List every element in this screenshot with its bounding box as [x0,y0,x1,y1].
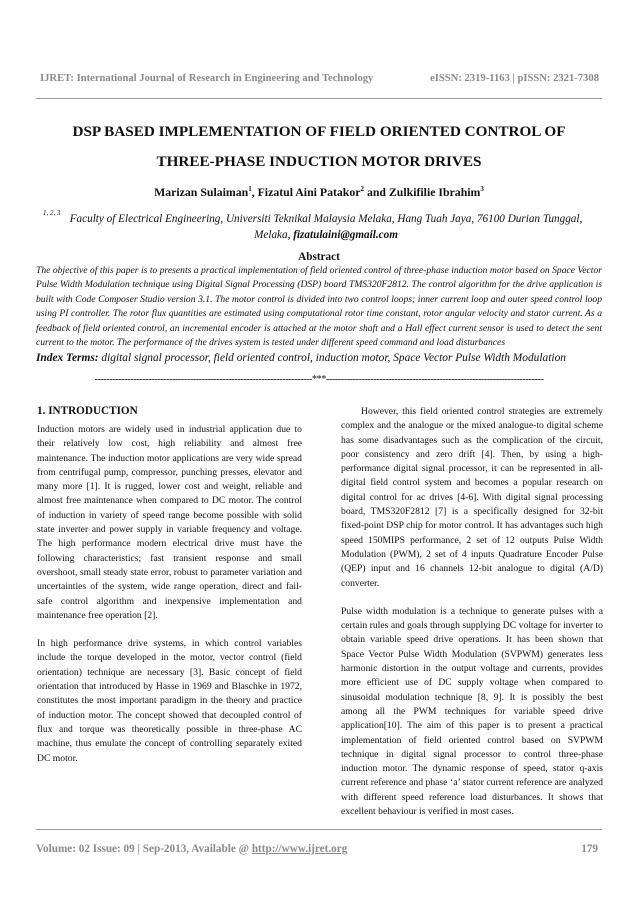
abstract-text: The objective of this paper is to presents a practical implementation of field oriented control of three-phase induction motor based on Space Vector Pulse Width Modulation technique using Digital Signal Processing (DSP) board TMS320F2812. The control algorithm for the drive application is built with Code Composer Studio version 3.1. The motor control is divided into two control loops; inner current loop and outer speed control loop using PI controller. The rotor flux quantities are estimated using computational rotor time constant, rotor angular velocity and stator current. As a feedback of field oriented control, an incremental encoder is attached at the motor shaft and a Hall effect current sensor is used to detect the sent current to the motor. The performance of the drives system is tested under different speed command and load disturbances [36,265,602,349]
title-line-2: THREE-PHASE INDUCTION MOTOR DRIVES [156,153,482,170]
footer-divider [36,829,602,830]
author-list [36,185,602,200]
affiliation-superscripts: 1, 2, 3 [43,209,61,217]
author-sup: 3 [480,185,484,194]
author-separator: , [251,185,258,199]
paragraph: In high performance drive systems, in which control variables include the torque developed in the motor, vector control (field orientation) technique are necessary [3]. Basic concept of field orientation that introduced by Hasse in 1969 and Blaschke in 1972, constitutes the most important paradigm in the theory and practice of induction motor. The concept showed that decoupled control of flux and torque was theoretically possible in three-phase AC machine, thus emulate the concept of controlling separately exited DC motor. [37,638,302,764]
affiliation [60,212,592,243]
paragraph: Pulse width modulation is a technique to generate pulses with a certain rules and goals through supplying DC voltage for inverter to obtain variable speed drive operations. It has been shown that Space Vector Pulse Width Modulation (SVPWM) generates less harmonic distortion in the output voltage and currents, provides more efficient use of DC supply voltage when compared to sinusoidal modulation technique [8, 9]. It is possibly the best among all the PWM techniques for variable speed drive application[10]. The aim of this paper is to present a practical implementation of field oriented control based on SVPWM technique in digital signal processor to control three-phase induction motor. The dynamic response of speed, stator q-axis current reference and phase ‘a’ stator current reference are analyzed with different speed reference load disturbances. It shows that excellent behaviour is verified in most cases. [341,605,603,818]
paper-title [36,117,602,177]
journal-link[interactable]: http://www.ijret.org [251,843,348,855]
author-sup: 2 [360,185,364,194]
index-terms-label: Index Terms: [36,352,99,364]
author-name: Zulkifilie Ibrahim [388,185,481,199]
issn-label: eISSN: 2319-1163 | pISSN: 2321-7308 [430,73,599,84]
footer-volume-text: Volume: 02 Issue: 09 | Sep-2013, Available @ [36,843,252,855]
right-column [341,405,603,833]
author-separator: and [364,185,389,199]
journal-name: IJRET: International Journal of Research in Engineering and Technology [40,73,374,84]
page-number: 179 [581,843,598,855]
title-line-1: DSP BASED IMPLEMENTATION OF FIELD ORIENTED CONTROL OF [72,123,566,140]
index-terms-text: digital signal processor, field oriented control, induction motor, Space Vector Pulse Width Modulation [98,352,566,364]
abstract-heading: Abstract [298,251,340,263]
section-heading: 1. INTRODUCTION [37,405,138,417]
index-terms [36,352,602,364]
footer-volume [36,843,347,855]
paragraph: However, this field oriented control strategies are extremely complex and the analogue or the mixed analogue-to digital scheme has some disadvantages such as the complication of the circuit, poor consistency and zero drift [4]. Then, by using a high-performance digital signal processor, it can be represented in all-digital field control system and becomes a popular research on digital control for ac drives [4-6]. With digital signal processing board, TMS320F2812 [7] is a specifically designed for 32-bit fixed-point DSP chip for motor control. It has advantages such high speed 150MIPS performance, 2 set of 12 outputs Pulse Width Modulation (PWM), 2 set of 4 inputs Quadrature Encoder Pulse (QEP) input and 16 channels 12-bit analogue to digital (A/D) converter. [341,406,603,589]
author-email: fizatulaini@gmail.com [293,228,398,241]
paragraph: Induction motors are widely used in industrial application due to their relatively low cost, high reliability and almost free maintenance. The induction motor applications are very wide spread from centrifugal pump, compressor, punching presses, elevator and many more [1]. It is rugged, lower cost and weight, reliable and almost free maintenance when compared to DC motor. The control of induction in variety of speed range become possible with solid state inverter and power supply in variable frequency and voltage. The high performance modern electrical drive must have the following characteristics; fast transient response and small overshoot, small steady state error, robust to parameter variation and uncertainties of the system, wide range operation, direct and fail-safe control algorithm and inexpensive implementation and maintenance free operation [2]. [37,424,302,621]
author-sup: 1 [248,185,252,194]
left-column [37,404,302,780]
header-divider [36,98,602,99]
author-name: Fizatul Aini Patakor [257,185,361,199]
affiliation-text: Faculty of Electrical Engineering, Universiti Teknikal Malaysia Melaka, Hang Tuah Jaya, 76100 Durian Tunggal, Melaka, [69,213,583,241]
author-name: Marizan Sulaiman [154,185,249,199]
section-separator: -------------------------------------------------------------------------***------------------------------------------------------------------------- [94,374,544,385]
